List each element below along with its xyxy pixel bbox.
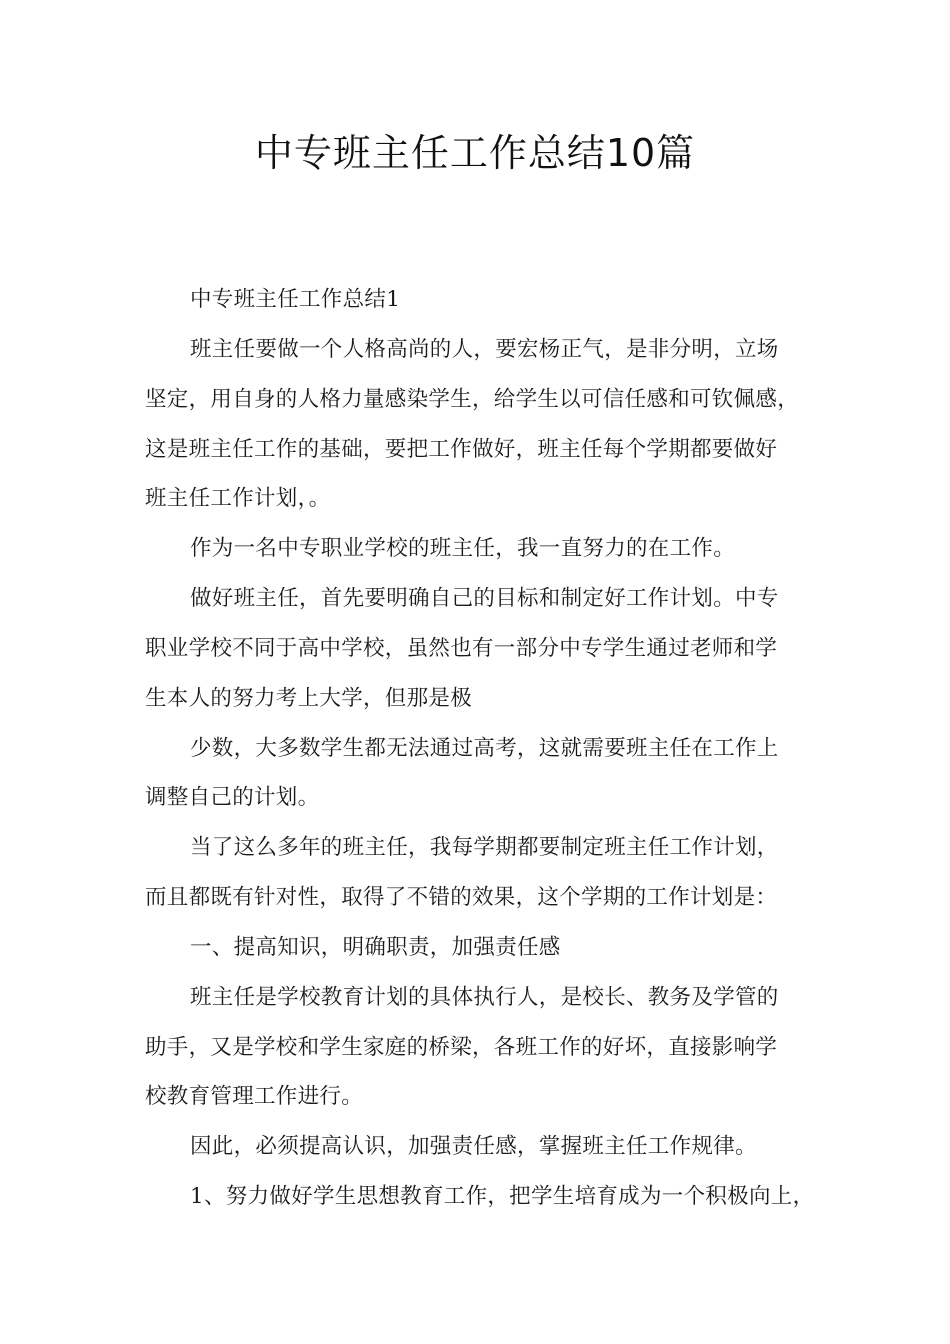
- paragraph-line: 班主任是学校教育计划的具体执行人，是校长、教务及学管的: [190, 985, 779, 1010]
- document-title: 中专班主任工作总结10篇: [254, 131, 696, 175]
- paragraph-line: 当了这么多年的班主任，我每学期都要制定班主任工作计划，: [190, 835, 779, 860]
- paragraph-line: 生本人的努力考上大学，但那是极: [145, 686, 473, 711]
- paragraph-line: 职业学校不同于高中学校，虽然也有一部分中专学生通过老师和学: [145, 636, 778, 661]
- paragraph-line: 1、努力做好学生思想教育工作，把学生培育成为一个积极向上，: [190, 1184, 815, 1209]
- paragraph-line: 班主任工作计划，。: [145, 486, 331, 511]
- paragraph-line: 因此，必须提高认识，加强责任感，掌握班主任工作规律。: [190, 1134, 757, 1159]
- paragraph-line: 这是班主任工作的基础，要把工作做好，班主任每个学期都要做好: [145, 437, 778, 462]
- paragraph-line: 调整自己的计划。: [145, 785, 320, 810]
- paragraph-line: 校教育管理工作进行。: [145, 1084, 364, 1109]
- subsection-heading: 一、提高知识，明确职责，加强责任感: [190, 935, 561, 960]
- paragraph-line: 而且都既有针对性，取得了不错的效果，这个学期的工作计划是：: [145, 885, 778, 910]
- paragraph-line: 少数，大多数学生都无法通过高考，这就需要班主任在工作上: [190, 736, 779, 761]
- paragraph-line: 坚定，用自身的人格力量感染学生，给学生以可信任感和可钦佩感，: [145, 387, 800, 412]
- paragraph-line: 作为一名中专职业学校的班主任，我一直努力的在工作。: [190, 536, 736, 561]
- section-heading: 中专班主任工作总结1: [190, 287, 401, 312]
- paragraph-line: 助手，又是学校和学生家庭的桥梁，各班工作的好坏，直接影响学: [145, 1035, 778, 1060]
- paragraph-line: 做好班主任，首先要明确自己的目标和制定好工作计划。中专: [190, 586, 779, 611]
- paragraph-line: 班主任要做一个人格高尚的人，要宏杨正气，是非分明，立场: [190, 337, 779, 362]
